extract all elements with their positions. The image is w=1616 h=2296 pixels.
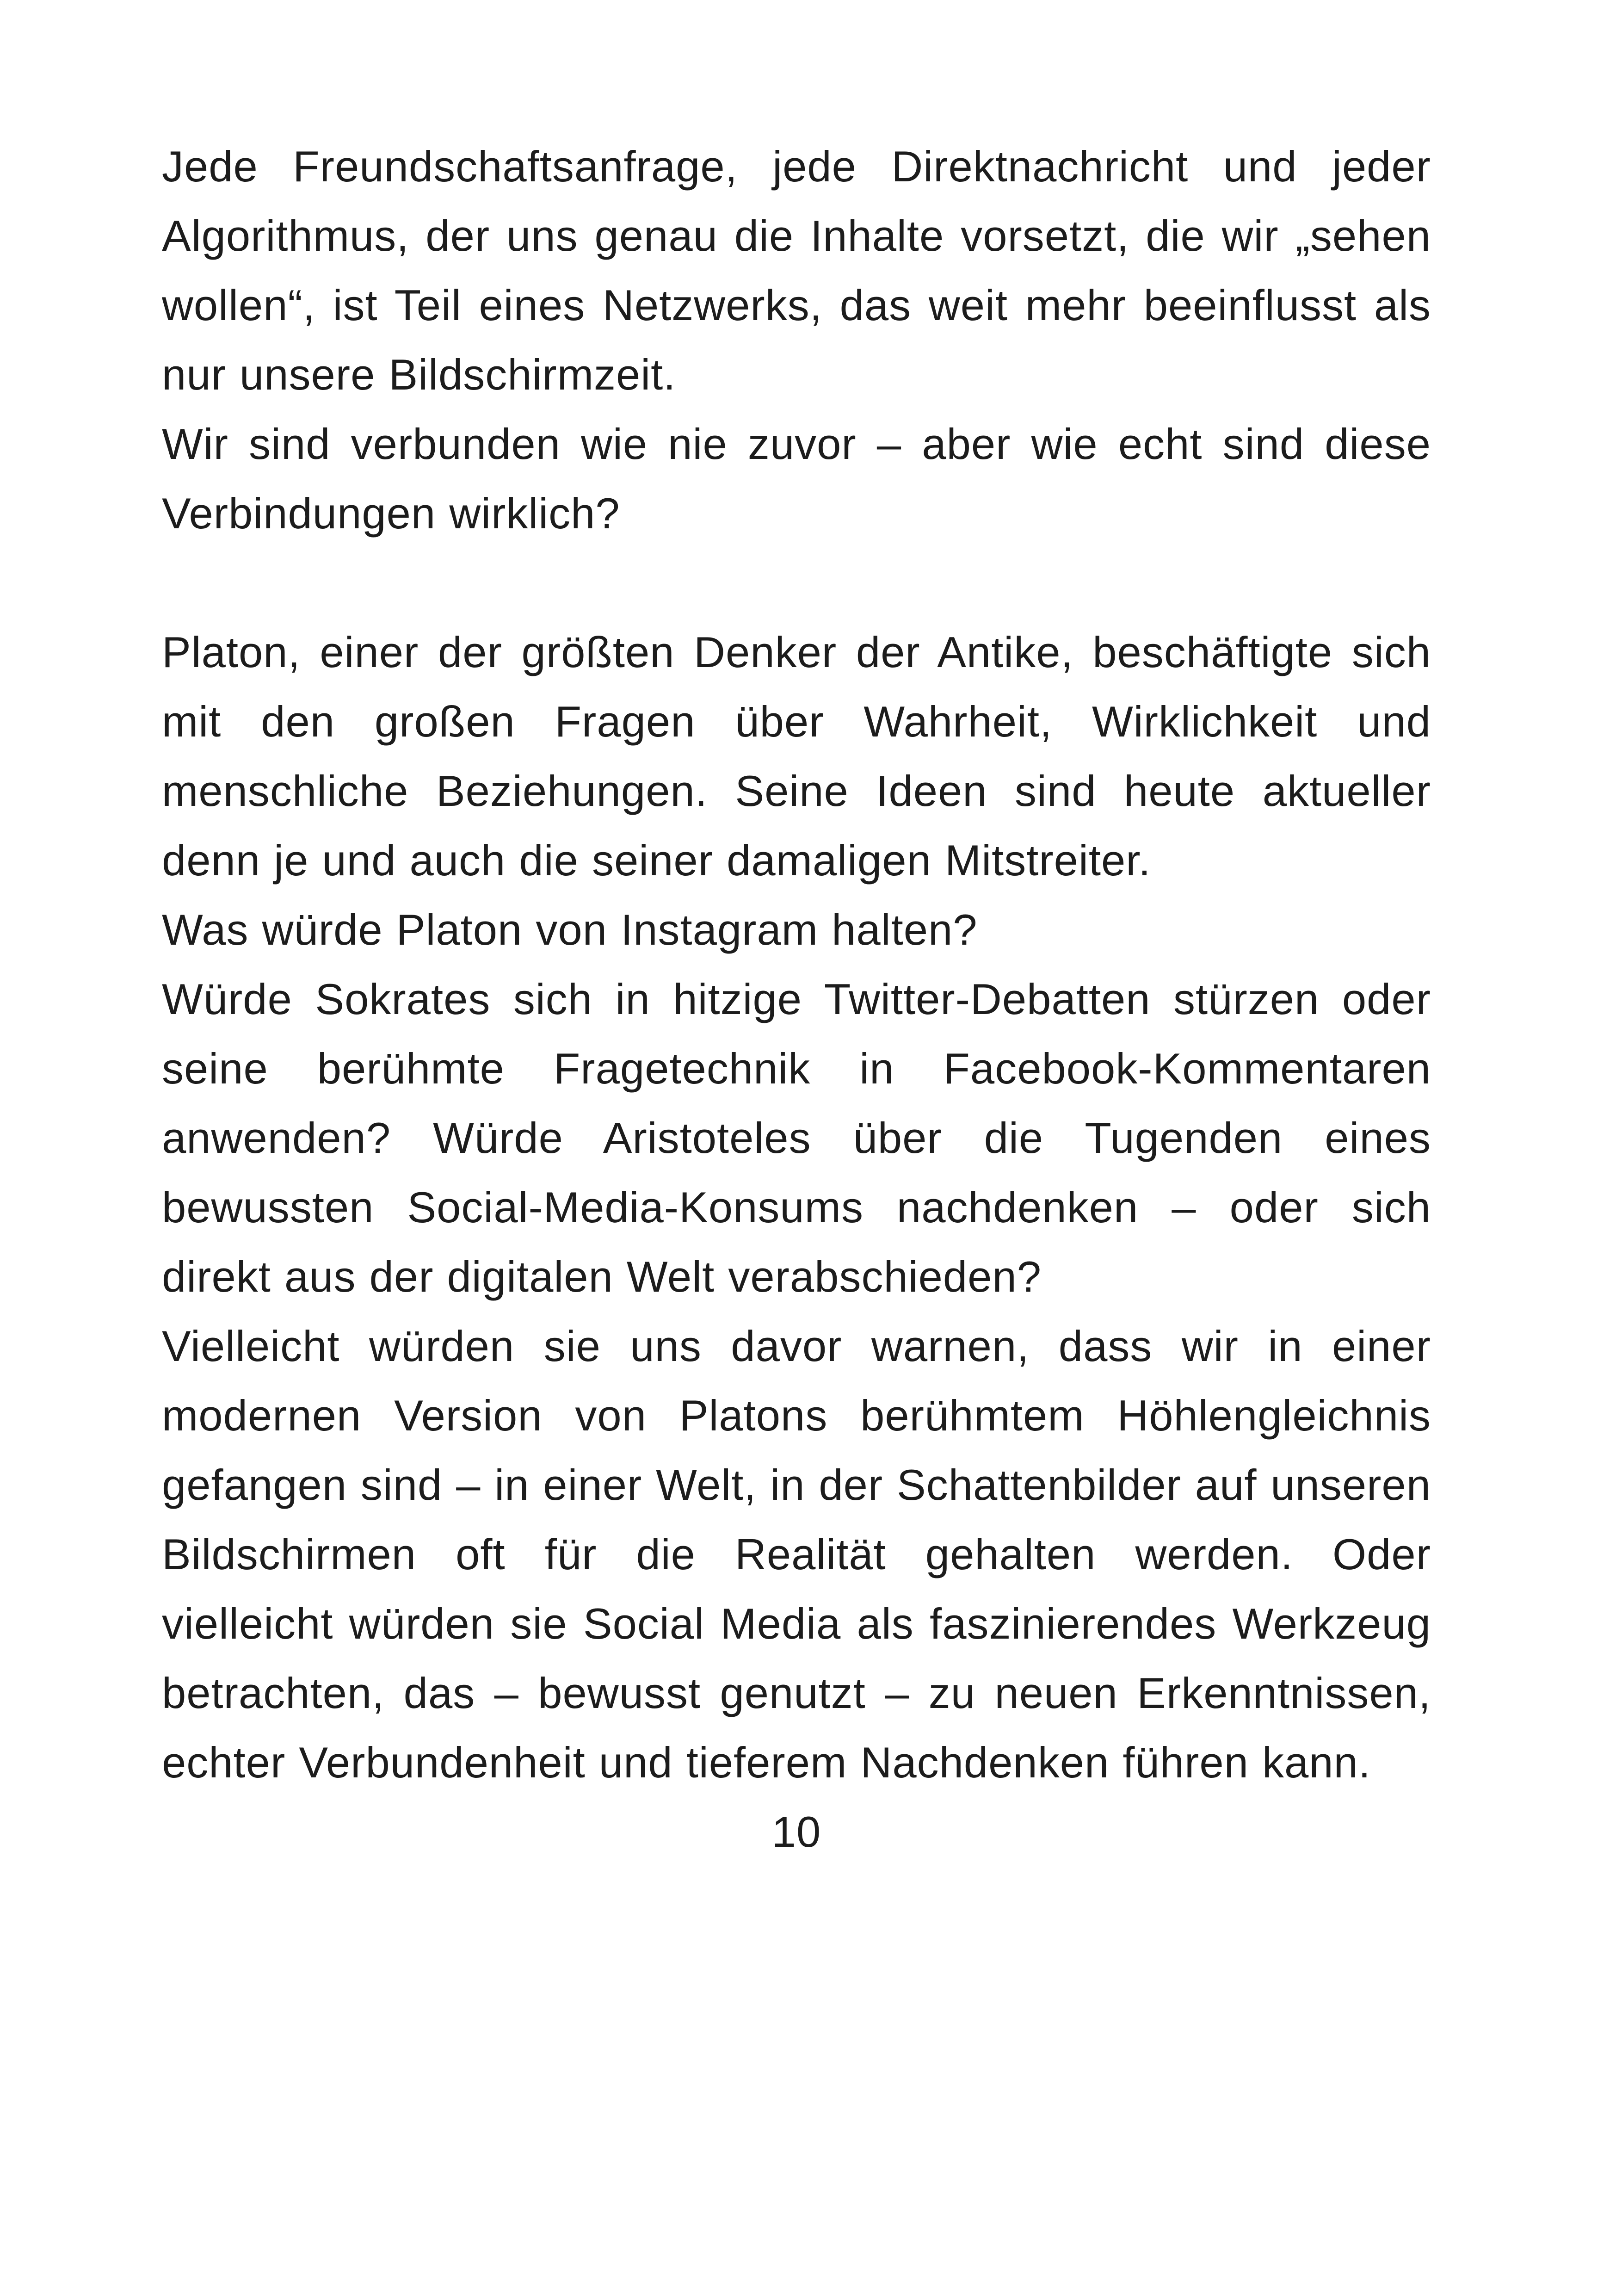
body-text <box>162 132 1431 1797</box>
paragraph: Würde Sokrates sich in hitzige Twitter-Debatten stürzen oder seine berühmte Fragetechnik in Facebook-Kommentaren anwenden? Würde Aristoteles über die Tugenden eines bewussten Social-Media-Konsums nachdenken – oder sich direkt aus der digitalen Welt verabschieden? <box>162 975 1431 1301</box>
paragraph: Wir sind verbunden wie nie zuvor – aber wie echt sind diese Verbindungen wirklich? <box>162 420 1431 538</box>
paragraph: Platon, einer der größten Denker der Antike, beschäftigte sich mit den großen Fragen über Wahrheit, Wirklichkeit und menschliche Beziehungen. Seine Ideen sind heute aktueller denn je und auch die seiner damaligen Mitstreiter. <box>162 628 1431 885</box>
paragraph: Was würde Platon von Instagram halten? <box>162 905 978 954</box>
page-number: 10 <box>771 1807 821 1856</box>
paragraph: Vielleicht würden sie uns davor warnen, dass wir in einer modernen Version von Platons berühmtem Höhlengleichnis gefangen sind – in einer Welt, in der Schattenbilder auf unseren Bildschirmen oft für die Realität gehalten werden. Oder vielleicht würden sie Social Media als faszinierendes Werkzeug betrachten, das – bewusst genutzt – zu neuen Erkenntnissen, echter Verbundenheit und tieferem Nachdenken führen kann. <box>162 1322 1431 1787</box>
paragraph-spacer <box>162 548 1431 618</box>
paragraph: Jede Freundschaftsanfrage, jede Direktnachricht und jeder Algorithmus, der uns genau die Inhalte vorsetzt, die wir „sehen wollen“, ist Teil eines Netzwerks, das weit mehr beeinflusst als nur unsere Bildschirmzeit. <box>162 142 1431 399</box>
